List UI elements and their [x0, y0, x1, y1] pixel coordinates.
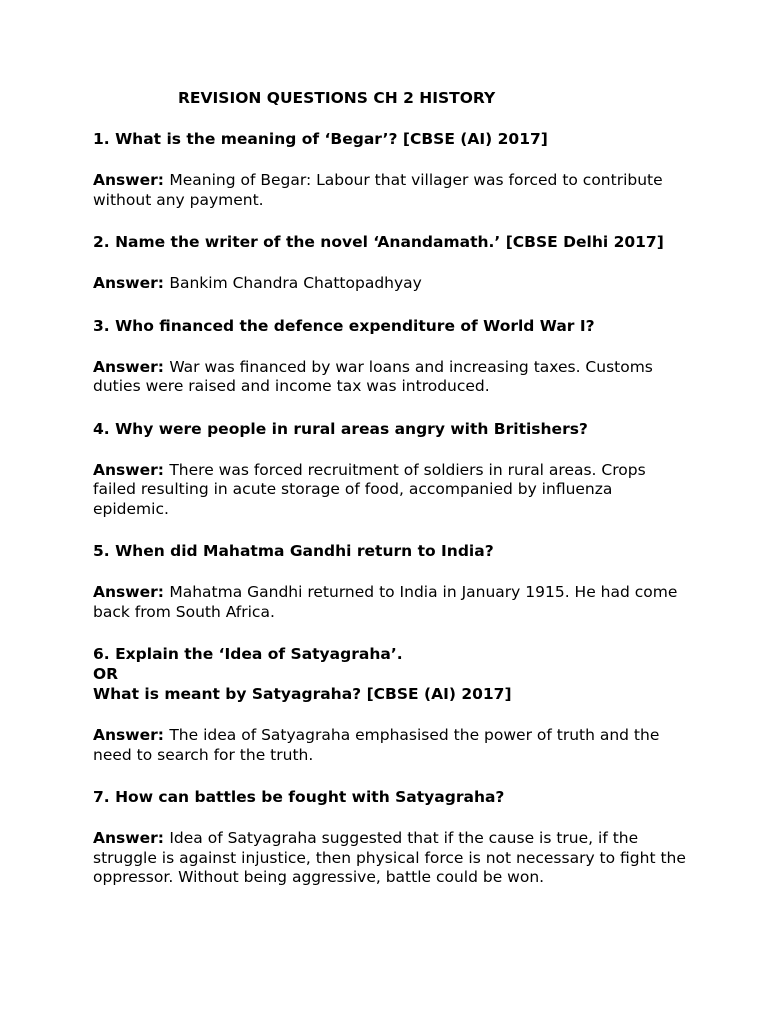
answer-4-text: There was forced recruitment of soldiers in rural areas. Crops failed resulting in acute storage of food, accompanied by influenza epidemic. [93, 460, 646, 518]
question-4 [93, 419, 693, 439]
answer-label: Answer: [93, 583, 164, 601]
question-6-line-2: What is meant by Satyagraha? [CBSE (AI) 2017] [93, 685, 512, 703]
answer-6 [93, 726, 693, 765]
answer-label: Answer: [93, 357, 164, 376]
qa-item-5 [93, 541, 693, 622]
answer-2 [93, 274, 693, 294]
question-5-line-1: 5. When did Mahatma Gandhi return to India? [93, 542, 494, 560]
qa-item-2 [93, 232, 693, 294]
question-7 [93, 787, 693, 807]
question-4-line-1: 4. Why were people in rural areas angry with Britishers? [93, 419, 588, 438]
question-2 [93, 232, 693, 252]
answer-5-text: Mahatma Gandhi returned to India in January 1915. He had come back from South Africa. [93, 583, 678, 621]
question-6-line-1: 6. Explain the ‘Idea of Satyagraha’. [93, 645, 403, 663]
answer-label: Answer: [93, 274, 164, 292]
question-7-line-1: 7. How can battles be fought with Satyagraha? [93, 788, 505, 806]
question-1-line-1: 1. What is the meaning of ‘Begar’? [CBSE (AI) 2017] [93, 130, 548, 148]
question-2-line-1: 2. Name the writer of the novel ‘Anandamath.’ [CBSE Delhi 2017] [93, 233, 664, 251]
question-1 [93, 129, 693, 149]
answer-2-text: Bankim Chandra Chattopadhyay [169, 274, 422, 292]
question-5 [93, 541, 693, 561]
qa-item-3 [93, 316, 693, 397]
answer-3 [93, 358, 693, 397]
qa-item-7 [93, 787, 693, 888]
answer-4 [93, 461, 693, 520]
qa-list [93, 129, 693, 910]
document-title: REVISION QUESTIONS CH 2 HISTORY [178, 89, 496, 107]
answer-1-text: Meaning of Begar: Labour that villager was forced to contribute without any payment. [93, 171, 663, 209]
answer-5 [93, 583, 693, 622]
question-6-or: OR [93, 665, 119, 683]
question-3-line-1: 3. Who financed the defence expenditure of World War I? [93, 316, 595, 335]
answer-label: Answer: [93, 171, 164, 189]
answer-label: Answer: [93, 726, 164, 744]
answer-label: Answer: [93, 829, 164, 847]
question-3 [93, 316, 693, 336]
answer-7 [93, 829, 693, 888]
answer-7-text: Idea of Satyagraha suggested that if the cause is true, if the struggle is against injustice, then physical force is not necessary to fight the oppressor. Without being aggressive, battle could be won. [93, 829, 686, 886]
answer-label: Answer: [93, 460, 164, 479]
qa-item-6 [93, 644, 693, 765]
qa-item-4 [93, 419, 693, 520]
answer-6-text: The idea of Satyagraha emphasised the power of truth and the need to search for the truth. [93, 726, 660, 764]
answer-1 [93, 171, 693, 210]
question-6 [93, 644, 693, 704]
answer-3-text: War was financed by war loans and increasing taxes. Customs duties were raised and income tax was introduced. [93, 357, 653, 395]
qa-item-1 [93, 129, 693, 210]
